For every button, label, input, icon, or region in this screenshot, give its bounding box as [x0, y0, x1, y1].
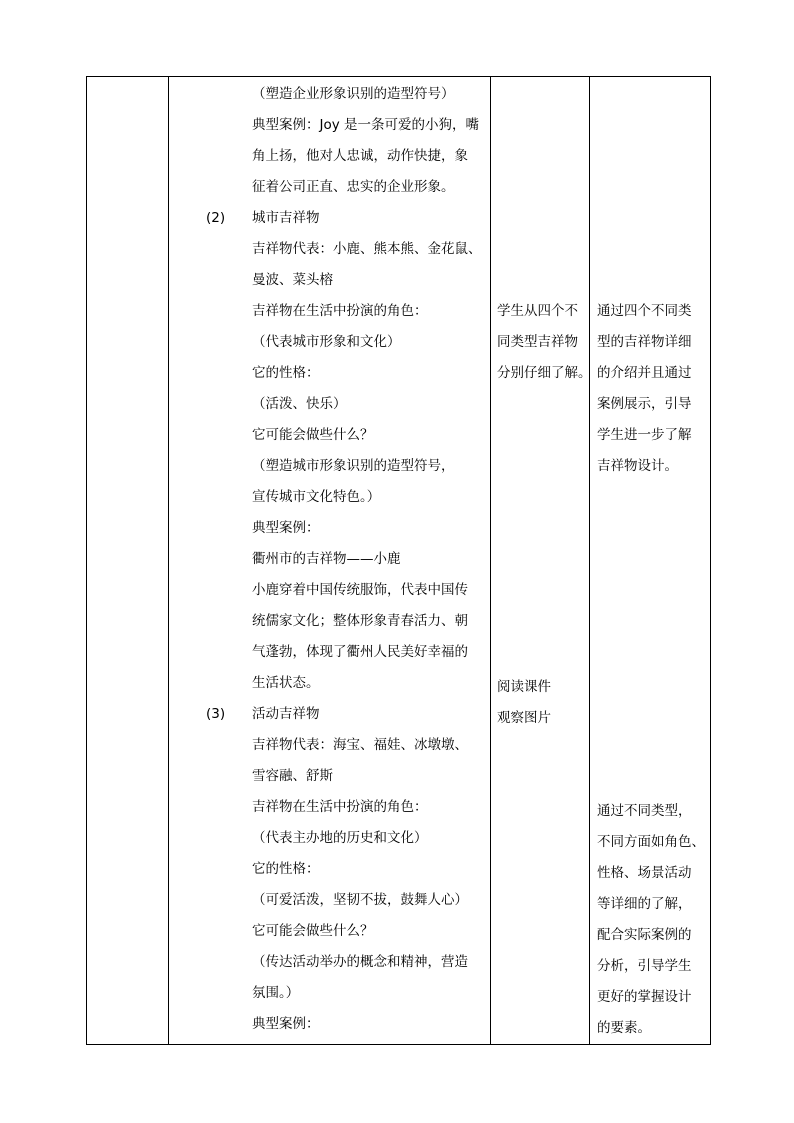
content-line [169, 885, 490, 916]
section-number [169, 296, 252, 327]
section-number [169, 141, 252, 172]
section-number [169, 637, 252, 668]
content-text: 它可能会做些什么？ [252, 427, 374, 443]
content-text: 吉祥物在生活中扮演的角色： [252, 799, 428, 815]
section-number [169, 358, 252, 389]
content-line [169, 916, 490, 947]
design-intent-line: 配合实际案例的 [597, 927, 692, 943]
content-line [169, 79, 490, 110]
content-text: 典型案例： [252, 520, 320, 536]
content-text: 城市吉祥物 [252, 210, 320, 226]
section-number [169, 482, 252, 513]
content-text: 征着公司正直、忠实的企业形象。 [252, 179, 455, 195]
section-number [169, 265, 252, 296]
section-number [169, 854, 252, 885]
content-line [169, 234, 490, 265]
content-line [169, 203, 490, 234]
section-number [169, 978, 252, 1009]
design-intent-1 [590, 77, 710, 482]
student-activity-line: 学生从四个不 [497, 303, 578, 319]
content-text: 衢州市的吉祥物——小鹿 [252, 551, 401, 567]
design-intent-line: 型的吉祥物详细 [597, 334, 692, 350]
design-intent-line: 的要素。 [597, 1020, 651, 1036]
design-intent-line: 的介绍并且通过 [597, 365, 692, 381]
content-line [169, 792, 490, 823]
content-line [169, 172, 490, 203]
content-line [169, 358, 490, 389]
design-intent-line: 不同方面如角色、 [597, 834, 705, 850]
section-number [169, 451, 252, 482]
content-text: 气蓬勃，体现了衢州人民美好幸福的 [252, 644, 468, 660]
content-text: 小鹿穿着中国传统服饰，代表中国传 [252, 582, 468, 598]
content-text: 统儒家文化；整体形象青春活力、朝 [252, 613, 468, 629]
design-intent-cell [590, 77, 711, 1045]
section-number [169, 885, 252, 916]
content-text: 氛围。） [252, 985, 300, 1001]
content-line [169, 978, 490, 1009]
section-number [169, 916, 252, 947]
content-text: 角上扬，他对人忠诚，动作快捷，象 [252, 148, 468, 164]
content-line [169, 668, 490, 699]
content-line [169, 823, 490, 854]
content-line [169, 544, 490, 575]
content-text: （塑造城市形象识别的造型符号， [252, 458, 455, 474]
section-number [169, 327, 252, 358]
design-intent-line: 通过四个不同类 [597, 303, 692, 319]
content-text: 曼波、菜头榕 [252, 272, 333, 288]
content-text: 吉祥物在生活中扮演的角色： [252, 303, 428, 319]
design-intent-line: 学生进一步了解 [597, 427, 692, 443]
content-line [169, 730, 490, 761]
student-activity-line: 观察图片 [497, 710, 551, 726]
content-line [169, 327, 490, 358]
content-text: （代表城市形象和文化） [252, 334, 401, 350]
content-line [169, 110, 490, 141]
student-activity-line: 分别仔细了解。 [497, 365, 592, 381]
content-text: 它的性格： [252, 861, 320, 877]
content-text: 它可能会做些什么？ [252, 923, 374, 939]
section-number [169, 947, 252, 978]
student-activity-line: 同类型吉祥物 [497, 334, 578, 350]
content-line [169, 854, 490, 885]
content-text: （传达活动举办的概念和精神，营造 [252, 954, 468, 970]
content-text: 宣传城市文化特色。） [252, 489, 381, 505]
section-number [169, 823, 252, 854]
content-text: 它的性格： [252, 365, 320, 381]
content-line [169, 637, 490, 668]
content-line [169, 699, 490, 730]
content-text: （活泼、快乐） [252, 396, 347, 412]
content-line [169, 389, 490, 420]
section-number: (2) [206, 210, 226, 226]
section-number [169, 761, 252, 792]
student-activity-2 [491, 672, 589, 734]
content-line [169, 606, 490, 637]
content-text: （代表主办地的历史和文化） [252, 830, 428, 846]
content-text: 活动吉祥物 [252, 706, 320, 722]
content-text: 吉祥物代表：海宝、福娃、冰墩墩、 [252, 737, 468, 753]
lesson-plan-table [86, 76, 711, 1045]
content-line [169, 296, 490, 327]
section-number [169, 575, 252, 606]
content-text: 典型案例： [252, 1016, 320, 1032]
section-number [169, 544, 252, 575]
section-number [169, 1009, 252, 1040]
section-number [169, 513, 252, 544]
content-line [169, 141, 490, 172]
content-text: 吉祥物代表：小鹿、熊本熊、金花鼠、 [252, 241, 482, 257]
student-activity-line: 阅读课件 [497, 679, 551, 695]
content-text: 典型案例：Joy 是一条可爱的小狗，嘴 [252, 117, 480, 133]
content-line [169, 761, 490, 792]
section-number [169, 606, 252, 637]
content-line [169, 482, 490, 513]
design-intent-line: 分析，引导学生 [597, 958, 692, 974]
design-intent-line: 更好的掌握设计 [597, 989, 692, 1005]
section-number [169, 668, 252, 699]
content-line [169, 1009, 490, 1040]
section-number [169, 79, 252, 110]
teaching-content-cell [169, 77, 491, 1045]
content-line [169, 265, 490, 296]
content-text: 生活状态。 [252, 675, 320, 691]
content-line [169, 947, 490, 978]
section-number [169, 420, 252, 451]
content-line [169, 575, 490, 606]
design-intent-line: 等详细的了解， [597, 896, 692, 912]
stage-cell [87, 77, 169, 1045]
student-activity-cell [491, 77, 590, 1045]
section-number [169, 389, 252, 420]
design-intent-line: 通过不同类型， [597, 803, 692, 819]
content-text: （塑造企业形象识别的造型符号） [252, 86, 455, 102]
content-text: 雪容融、舒斯 [252, 768, 333, 784]
content-text: （可爱活泼，坚韧不拔，鼓舞人心） [252, 892, 468, 908]
design-intent-line: 吉祥物设计。 [597, 458, 678, 474]
section-number [169, 110, 252, 141]
student-activity-1 [491, 77, 592, 389]
section-number [169, 172, 252, 203]
section-number [169, 234, 252, 265]
table-row [87, 77, 711, 1045]
section-number [169, 730, 252, 761]
design-intent-2 [590, 796, 710, 1044]
design-intent-line: 性格、场景活动 [597, 865, 692, 881]
section-number [169, 792, 252, 823]
design-intent-line: 案例展示，引导 [597, 396, 692, 412]
content-line [169, 451, 490, 482]
teaching-content [169, 77, 490, 1040]
content-line [169, 513, 490, 544]
section-number: (3) [206, 706, 226, 722]
content-line [169, 420, 490, 451]
